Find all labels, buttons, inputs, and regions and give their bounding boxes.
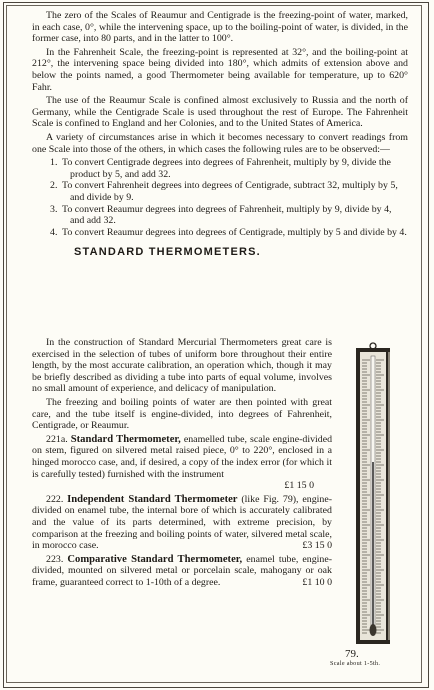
paragraph-conversion-intro: A variety of circumstances arise in which it becomes necessary to convert readings from one Scale into those of the others, in which cases the following rules are to be observed:— <box>32 131 408 155</box>
catalogue-item: 221a. Standard Thermometer, enamelled tube, scale engine-divided on stem, figured on silvered metal raised piece, 0° to 220°, enclosed in a hinged morocco case, and, if desired, a copy of the index error (for which it is carefully tested) furnished with the instrument <box>32 433 333 480</box>
item-title: Independent Standard Thermometer <box>67 493 238 505</box>
item-price: £1 15 0 <box>284 480 314 492</box>
section-heading: STANDARD THERMOMETERS. <box>74 246 261 259</box>
frame-shading <box>388 352 390 640</box>
paragraph-pointing: The freezing and boiling points of water are then pointed with great care, and the tube itself is engine-divided, into degrees of Fahrenheit, Centigrade, or Reaumur. <box>32 396 332 432</box>
conversion-rule: 1. To convert Centigrade degrees into degrees of Fahrenheit, multiply by 9, divide the product by 5, and add 32. <box>50 157 391 180</box>
item-title: Standard Thermometer, <box>70 433 181 445</box>
thermometer-illustration <box>338 342 408 672</box>
item-title: Comparative Standard Thermometer, <box>67 553 243 565</box>
figure-label: 79. <box>345 648 359 660</box>
item-price: £1 10 0 <box>302 576 332 588</box>
conversion-rule: 3. To convert Reaumur degrees into degrees of Fahrenheit, multiply by 9, divide by 4, and add 32. <box>50 203 392 227</box>
thermometer-drawing <box>338 342 408 647</box>
paragraph-construction: In the construction of Standard Mercurial Thermometers great care is exercised in the selection of tubes of uniform bore throughout their entire length, by the most accurate calibration, an operation which, though it may be briefly described as dividing a tube into parts of equal volume, involves no small amount of experience, and delicacy of manipulation. <box>32 337 332 395</box>
conversion-rules-list <box>32 157 408 238</box>
paragraph-scales-zero: The zero of the Scales of Reaumur and Centigrade is the freezing-point of water, marked, in each case, 0°, while the intervening space, up to the boiling-point of water, is divided, in the former case, into 80 parts, and in the latter to 100°. <box>32 10 408 45</box>
intro-section <box>32 10 408 266</box>
thermometer-bulb <box>370 624 377 636</box>
paragraph-reaumur-use: The use of the Reaumur Scale is confined almost exclusively to Russia and the north of Germany, while the Centigrade Scale is used throughout the rest of Europe. The Fahrenheit Scale is confined to England and her Colonies, and to the United States of America. <box>32 95 408 130</box>
catalogue-item: 222. Independent Standard Thermometer (like Fig. 79), engine-divided on enamel tube, the internal bore of which is accurately calibrated and the value of its parts determined, with extreme precision, by comparison at the freezing and boiling points of water, silvered metal scale, in morocco case. <box>32 493 332 552</box>
mercury-column <box>372 462 374 626</box>
thermometers-section <box>32 337 332 590</box>
conversion-rule: 2. To convert Fahrenheit degrees into degrees of Centigrade, subtract 32, multiply by 5, and divide by 9. <box>50 180 398 203</box>
paragraph-fahrenheit: In the Fahrenheit Scale, the freezing-point is represented at 32°, and the boiling-point at 212°, the intervening space being divided into 180°, which admits of extension above and below the points named, a good Thermometer being available for temperature, up to 620° Fahr. <box>32 46 408 93</box>
figure-caption: Scale about 1-5th. <box>330 660 381 667</box>
item-price: £3 15 0 <box>302 540 332 552</box>
conversion-rule: 4. To convert Reaumur degrees into degrees of Centigrade, multiply by 5 and divide by 4. <box>50 226 407 238</box>
catalogue-item: 223. Comparative Standard Thermometer, enamel tube, engine-divided, mounted on silvered metal or porcelain scale, mahogany or oak frame, guaranteed correct to 1-10th of a degree. <box>32 553 333 588</box>
